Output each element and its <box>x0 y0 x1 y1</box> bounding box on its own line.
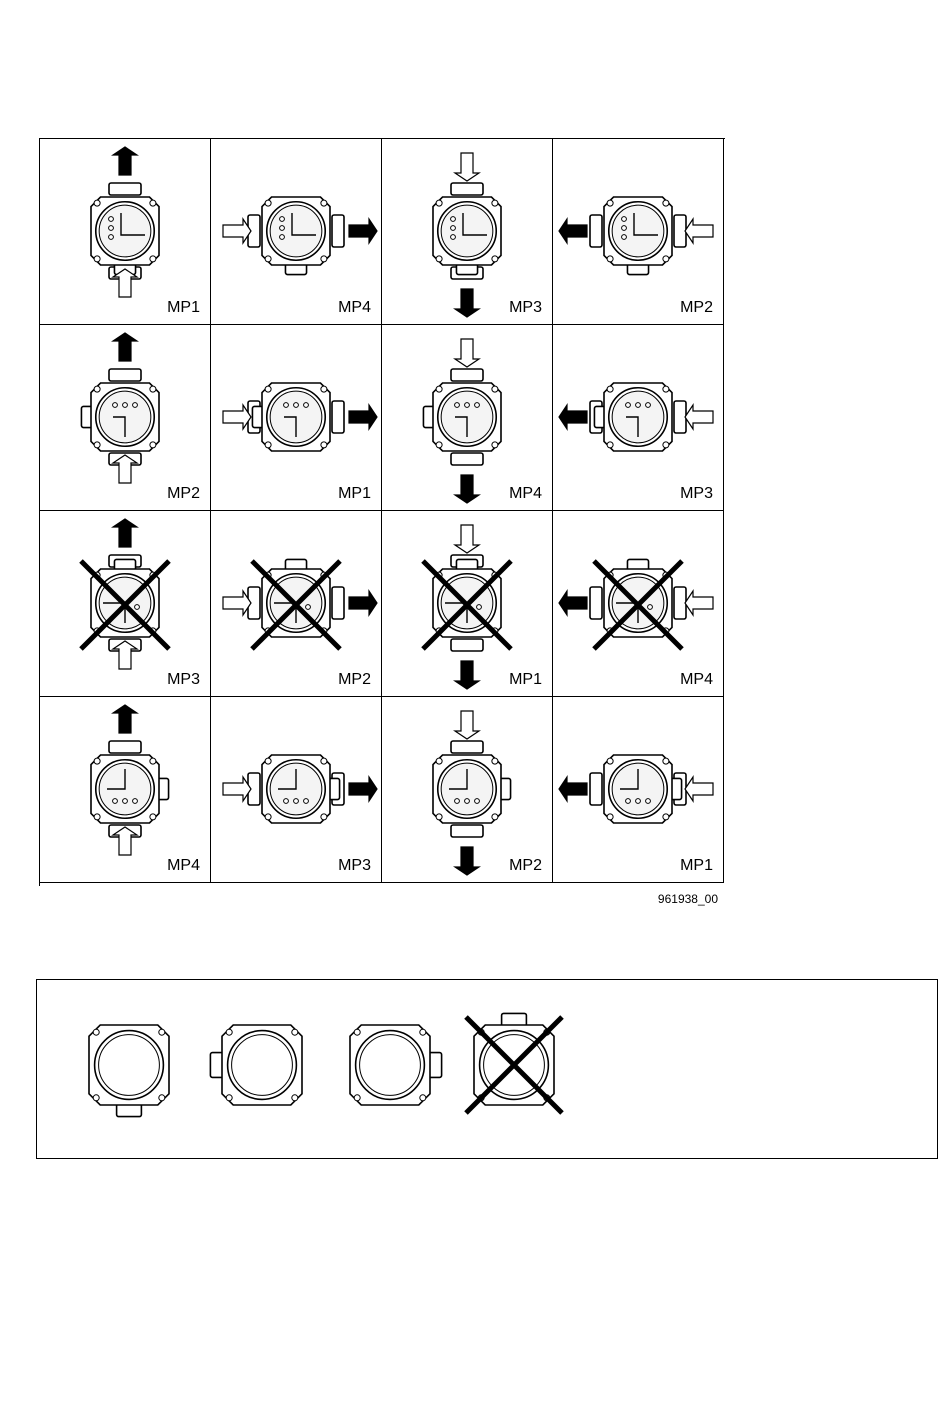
pump-face <box>232 1035 293 1096</box>
position-label: MP4 <box>509 485 542 502</box>
pump-position-cell <box>211 139 382 325</box>
led-indicator <box>626 799 631 804</box>
led-indicator <box>280 226 285 231</box>
bolt-hole <box>94 200 100 206</box>
bolt-hole <box>420 1095 426 1101</box>
led-indicator <box>636 403 641 408</box>
pump-position-cell <box>382 697 553 883</box>
bolt-hole <box>94 386 100 392</box>
bolt-hole <box>150 256 156 262</box>
bolt-hole <box>663 256 669 262</box>
pump-diagram <box>382 139 553 325</box>
bolt-hole <box>265 758 271 764</box>
position-label: MP1 <box>338 485 371 502</box>
pump-position-cell <box>211 511 382 697</box>
bolt-hole <box>354 1095 360 1101</box>
led-indicator <box>113 799 118 804</box>
led-indicator <box>451 235 456 240</box>
led-indicator <box>626 403 631 408</box>
bolt-hole <box>150 442 156 448</box>
bolt-hole <box>436 814 442 820</box>
flow-arrow <box>349 591 377 615</box>
led-indicator <box>109 226 114 231</box>
pipe-flange <box>332 215 344 247</box>
bolt-hole <box>436 200 442 206</box>
bolt-hole <box>150 758 156 764</box>
position-label: MP2 <box>509 857 542 874</box>
bolt-hole <box>663 758 669 764</box>
pump-position-cell <box>211 697 382 883</box>
flow-arrow <box>455 661 479 689</box>
position-label: MP4 <box>167 857 200 874</box>
pipe-flange <box>674 401 686 433</box>
flow-arrow <box>455 525 479 553</box>
bolt-hole <box>663 200 669 206</box>
bolt-hole <box>321 386 327 392</box>
bolt-hole <box>321 256 327 262</box>
flow-arrow <box>685 405 713 429</box>
flow-arrow <box>559 219 587 243</box>
bolt-hole <box>321 200 327 206</box>
flow-arrow <box>113 333 137 361</box>
led-indicator <box>475 799 480 804</box>
pump-diagram <box>40 697 211 883</box>
pump-diagram <box>211 511 382 697</box>
led-indicator <box>304 403 309 408</box>
position-label: MP2 <box>680 299 713 316</box>
bolt-hole <box>663 814 669 820</box>
pipe-flange <box>109 183 141 195</box>
flow-arrow <box>685 219 713 243</box>
bolt-hole <box>607 386 613 392</box>
bolt-hole <box>321 758 327 764</box>
pump-face <box>612 205 664 257</box>
position-label: MP1 <box>167 299 200 316</box>
bolt-hole <box>265 814 271 820</box>
summary-diagram <box>37 980 937 1158</box>
led-indicator <box>109 235 114 240</box>
pipe-flange <box>590 215 602 247</box>
pipe-flange <box>451 639 483 651</box>
led-indicator <box>133 403 138 408</box>
flow-arrow <box>685 777 713 801</box>
pipe-flange <box>451 741 483 753</box>
pump-face <box>99 1035 160 1096</box>
bolt-hole <box>94 442 100 448</box>
bolt-hole <box>265 256 271 262</box>
bolt-hole <box>94 814 100 820</box>
position-label: MP2 <box>167 485 200 502</box>
bolt-hole <box>663 442 669 448</box>
bolt-hole <box>150 200 156 206</box>
pipe-flange <box>451 183 483 195</box>
led-indicator <box>284 799 289 804</box>
bolt-hole <box>226 1095 232 1101</box>
bolt-hole <box>150 386 156 392</box>
led-indicator <box>646 799 651 804</box>
bolt-hole <box>321 814 327 820</box>
bolt-hole <box>492 814 498 820</box>
led-indicator <box>306 605 311 610</box>
pump-diagram <box>382 325 553 511</box>
pump-position-cell <box>382 139 553 325</box>
bolt-hole <box>159 1029 165 1035</box>
bolt-hole <box>159 1095 165 1101</box>
flow-arrow <box>113 147 137 175</box>
flow-arrow <box>559 405 587 429</box>
pipe-flange <box>674 215 686 247</box>
led-indicator <box>465 799 470 804</box>
pump-diagram <box>40 139 211 325</box>
pump-position-cell <box>211 325 382 511</box>
pump-face <box>360 1035 421 1096</box>
position-label: MP3 <box>509 299 542 316</box>
bolt-hole <box>492 758 498 764</box>
flow-arrow <box>559 777 587 801</box>
flow-arrow <box>223 591 251 615</box>
led-indicator <box>475 403 480 408</box>
bolt-hole <box>436 256 442 262</box>
pump-diagram <box>40 325 211 511</box>
bolt-hole <box>226 1029 232 1035</box>
bolt-hole <box>292 1095 298 1101</box>
position-label: MP1 <box>680 857 713 874</box>
led-indicator <box>123 799 128 804</box>
led-indicator <box>113 403 118 408</box>
led-indicator <box>280 217 285 222</box>
position-label: MP3 <box>167 671 200 688</box>
pump-position-cell <box>40 697 211 883</box>
pump-diagram <box>553 139 724 325</box>
bolt-hole <box>94 758 100 764</box>
led-indicator <box>622 226 627 231</box>
led-indicator <box>622 235 627 240</box>
bolt-hole <box>321 442 327 448</box>
led-indicator <box>455 799 460 804</box>
pump-diagram <box>382 697 553 883</box>
bolt-hole <box>607 442 613 448</box>
led-indicator <box>622 217 627 222</box>
terminal-box-summary <box>36 979 938 1159</box>
bolt-hole <box>292 1029 298 1035</box>
pipe-flange <box>332 587 344 619</box>
bolt-hole <box>93 1095 99 1101</box>
led-indicator <box>646 403 651 408</box>
led-indicator <box>109 217 114 222</box>
bolt-hole <box>492 200 498 206</box>
pipe-flange <box>332 401 344 433</box>
pump-face <box>99 205 151 257</box>
pump-position-cell <box>553 325 724 511</box>
led-indicator <box>477 605 482 610</box>
pump-position-cell <box>382 511 553 697</box>
flow-arrow <box>455 339 479 367</box>
flow-arrow <box>685 591 713 615</box>
pipe-flange <box>674 587 686 619</box>
led-indicator <box>135 605 140 610</box>
bolt-hole <box>607 256 613 262</box>
flow-arrow <box>113 705 137 733</box>
bolt-hole <box>436 386 442 392</box>
flow-arrow <box>559 591 587 615</box>
pump-diagram <box>211 697 382 883</box>
led-indicator <box>451 226 456 231</box>
bolt-hole <box>436 442 442 448</box>
pipe-flange <box>451 825 483 837</box>
position-label: MP1 <box>509 671 542 688</box>
pipe-flange <box>590 773 602 805</box>
led-indicator <box>636 799 641 804</box>
led-indicator <box>294 403 299 408</box>
led-indicator <box>455 403 460 408</box>
flow-arrow <box>223 219 251 243</box>
flow-arrow <box>223 777 251 801</box>
pump-diagram <box>553 511 724 697</box>
led-indicator <box>123 403 128 408</box>
flow-arrow <box>349 219 377 243</box>
flow-arrow <box>455 711 479 739</box>
bolt-hole <box>150 814 156 820</box>
pump-position-grid <box>39 138 725 886</box>
flow-arrow <box>455 153 479 181</box>
pump-position-cell <box>553 511 724 697</box>
pipe-flange <box>109 741 141 753</box>
led-indicator <box>280 235 285 240</box>
bolt-hole <box>265 386 271 392</box>
position-label: MP3 <box>680 485 713 502</box>
pump-position-cell <box>553 697 724 883</box>
flow-arrow <box>455 847 479 875</box>
position-label: MP3 <box>338 857 371 874</box>
led-indicator <box>294 799 299 804</box>
pump-position-cell <box>553 139 724 325</box>
led-indicator <box>133 799 138 804</box>
position-label: MP2 <box>338 671 371 688</box>
bolt-hole <box>492 386 498 392</box>
bolt-hole <box>607 758 613 764</box>
led-indicator <box>451 217 456 222</box>
led-indicator <box>304 799 309 804</box>
pump-position-cell <box>40 325 211 511</box>
bolt-hole <box>607 200 613 206</box>
pipe-flange <box>109 369 141 381</box>
pipe-flange <box>451 453 483 465</box>
bolt-hole <box>420 1029 426 1035</box>
pump-diagram <box>211 139 382 325</box>
pump-diagram <box>553 325 724 511</box>
bolt-hole <box>607 814 613 820</box>
bolt-hole <box>436 758 442 764</box>
position-label: MP4 <box>680 671 713 688</box>
pipe-flange <box>451 369 483 381</box>
pump-diagram <box>382 511 553 697</box>
bolt-hole <box>265 200 271 206</box>
figure-reference: 961938_00 <box>657 892 718 906</box>
flow-arrow <box>455 475 479 503</box>
led-indicator <box>648 605 653 610</box>
bolt-hole <box>94 256 100 262</box>
led-indicator <box>284 403 289 408</box>
position-label: MP4 <box>338 299 371 316</box>
flow-arrow <box>113 519 137 547</box>
bolt-hole <box>492 256 498 262</box>
bolt-hole <box>93 1029 99 1035</box>
pump-diagram <box>553 697 724 883</box>
pump-diagram <box>211 325 382 511</box>
pipe-flange <box>590 587 602 619</box>
pump-face <box>441 205 493 257</box>
pump-position-cell <box>382 325 553 511</box>
pump-face <box>270 205 322 257</box>
bolt-hole <box>492 442 498 448</box>
bolt-hole <box>265 442 271 448</box>
flow-arrow <box>223 405 251 429</box>
flow-arrow <box>349 777 377 801</box>
led-indicator <box>465 403 470 408</box>
pump-position-cell <box>40 139 211 325</box>
flow-arrow <box>455 289 479 317</box>
bolt-hole <box>663 386 669 392</box>
bolt-hole <box>354 1029 360 1035</box>
pump-position-cell <box>40 511 211 697</box>
flow-arrow <box>349 405 377 429</box>
pump-diagram <box>40 511 211 697</box>
